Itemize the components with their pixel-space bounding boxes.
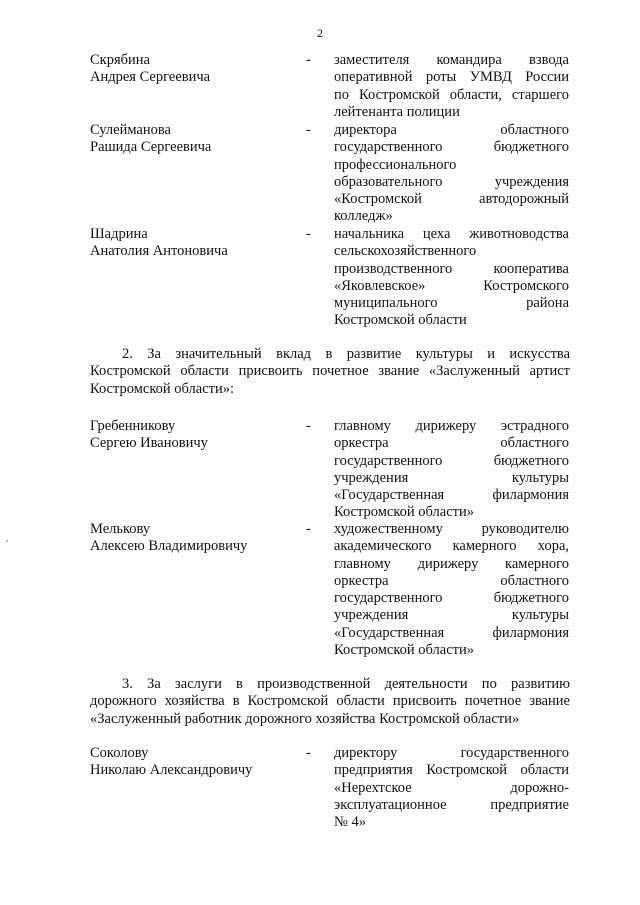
dash-separator: - xyxy=(306,745,311,761)
dash-separator: - xyxy=(306,521,311,537)
person-name: Шадрина Анатолия Антоновича xyxy=(90,226,228,260)
person-position: заместителя командира взвода оперативной роты УМВД России по Костромской области, старшего лейтенанта полиции xyxy=(334,52,569,120)
person-position: начальника цеха животноводства сельскохозяйственного производственного кооператива «Яковлевское» Костромского муниципального района Костромской области xyxy=(334,226,569,329)
person-position: главному дирижеру эстрадного оркестра областного государственного бюджетного учреждения культуры «Государственная филармония Костромской области» xyxy=(334,418,569,521)
person-name: Мелькову Алексею Владимировичу xyxy=(90,521,248,555)
page-number: 2 xyxy=(317,26,323,40)
person-name: Гребенникову Сергею Ивановичу xyxy=(90,418,208,452)
person-position: директору государственного предприятия Костромской области «Нерехтское дорожно- эксплуатационное предприятие № 4» xyxy=(334,745,569,831)
person-name: Соколову Николаю Александровичу xyxy=(90,745,253,779)
dash-separator: - xyxy=(306,418,311,434)
person-position: директора областного государственного бюджетного профессионального образовательного учреждения «Костромской автодорожный колледж» xyxy=(334,122,569,225)
award-paragraph: 2. За значительный вклад в развитие культуры и искусства Костромской области присвоить почетное звание «Заслуженный артист Костромской области»: xyxy=(90,346,570,397)
dash-separator: - xyxy=(306,122,311,138)
dash-separator: - xyxy=(306,226,311,242)
dash-separator: - xyxy=(306,52,311,68)
person-name: Скрябина Андрея Сергеевича xyxy=(90,52,211,86)
scan-speck xyxy=(6,540,8,542)
person-name: Сулейманова Рашида Сергеевича xyxy=(90,122,212,156)
person-position: художественному руководителю академического камерного хора, главному дирижеру камерного оркестра областного государственного бюджетного учреждения культуры «Государственная филармония Костромской области» xyxy=(334,521,569,659)
award-paragraph: 3. За заслуги в производственной деятельности по развитию дорожного хозяйства в Костромской области присвоить почетное звание «Заслуженный работник дорожного хозяйства Костромской области» xyxy=(90,676,570,727)
